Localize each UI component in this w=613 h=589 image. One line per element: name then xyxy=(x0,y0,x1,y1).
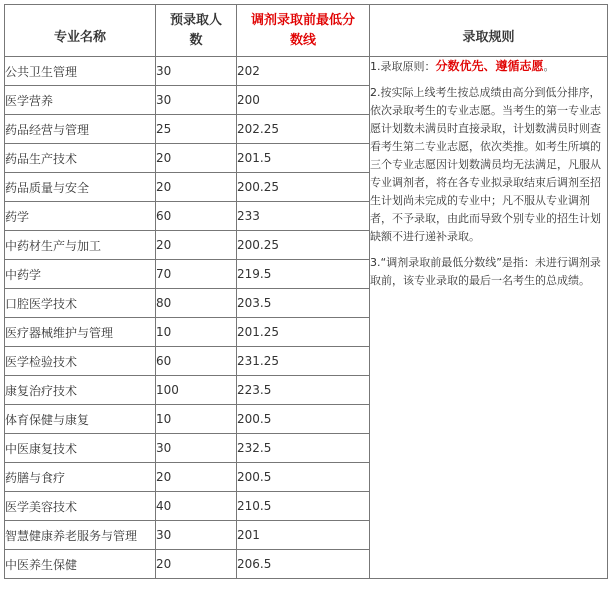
min-score: 200 xyxy=(237,86,370,115)
plan-count: 20 xyxy=(156,231,237,260)
major-name: 药膳与食疗 xyxy=(5,463,156,492)
plan-count: 20 xyxy=(156,550,237,579)
major-name: 医学美容技术 xyxy=(5,492,156,521)
major-name: 医学检验技术 xyxy=(5,347,156,376)
major-name: 药品经营与管理 xyxy=(5,115,156,144)
rule-1-suffix: 。 xyxy=(543,60,555,73)
plan-count: 100 xyxy=(156,376,237,405)
admission-table xyxy=(4,4,608,579)
min-score: 206.5 xyxy=(237,550,370,579)
min-score: 200.25 xyxy=(237,231,370,260)
plan-count: 30 xyxy=(156,434,237,463)
rules-cell xyxy=(370,57,608,579)
min-score: 219.5 xyxy=(237,260,370,289)
major-name: 智慧健康养老服务与管理 xyxy=(5,521,156,550)
major-name: 医学营养 xyxy=(5,86,156,115)
min-score: 232.5 xyxy=(237,434,370,463)
min-score: 210.5 xyxy=(237,492,370,521)
rule-1 xyxy=(370,57,607,76)
min-score: 233 xyxy=(237,202,370,231)
plan-count: 60 xyxy=(156,202,237,231)
min-score: 202 xyxy=(237,57,370,86)
rule-1-prefix: 1.录取原则： xyxy=(370,60,436,73)
major-name: 康复治疗技术 xyxy=(5,376,156,405)
plan-count: 80 xyxy=(156,289,237,318)
rule-2: 2.按实际上线考生按总成绩由高分到低分排序，依次录取考生的专业志愿。当考生的第一专业志愿计划数未满员时直接录取，计划数满员时则查看考生第二专业志愿，依次类推。如考生所填的三个专业志愿因计划数满员均无法满足，凡服从专业调剂者，将在各专业拟录取结束后调剂至招生计划尚未完成的专业中；凡不服从专业调剂者，不予录取，由此而导致个别专业的招生计划缺额不进行递补录取。 xyxy=(370,86,601,243)
plan-count: 20 xyxy=(156,463,237,492)
plan-count: 30 xyxy=(156,57,237,86)
major-name: 中药学 xyxy=(5,260,156,289)
major-name: 体育保健与康复 xyxy=(5,405,156,434)
min-score: 202.25 xyxy=(237,115,370,144)
min-score: 203.5 xyxy=(237,289,370,318)
plan-count: 60 xyxy=(156,347,237,376)
table-row xyxy=(5,57,608,86)
header-row xyxy=(5,5,608,57)
min-score: 201 xyxy=(237,521,370,550)
rule-1-highlight: 分数优先、遵循志愿 xyxy=(435,59,544,73)
min-score: 231.25 xyxy=(237,347,370,376)
plan-count: 20 xyxy=(156,144,237,173)
plan-count: 40 xyxy=(156,492,237,521)
min-score: 200.25 xyxy=(237,173,370,202)
plan-count: 30 xyxy=(156,521,237,550)
major-name: 中药材生产与加工 xyxy=(5,231,156,260)
table-body xyxy=(5,57,608,579)
header-rules: 录取规则 xyxy=(370,5,608,57)
plan-count: 70 xyxy=(156,260,237,289)
plan-count: 25 xyxy=(156,115,237,144)
min-score: 223.5 xyxy=(237,376,370,405)
major-name: 医疗器械维护与管理 xyxy=(5,318,156,347)
plan-count: 10 xyxy=(156,405,237,434)
rule-3: 3.“调剂录取前最低分数线”是指：未进行调剂录取前，该专业录取的最后一名考生的总成绩。 xyxy=(370,256,601,287)
major-name: 口腔医学技术 xyxy=(5,289,156,318)
header-major: 专业名称 xyxy=(5,5,156,57)
plan-count: 30 xyxy=(156,86,237,115)
header-min-score: 调剂录取前最低分数线 xyxy=(237,5,370,57)
min-score: 200.5 xyxy=(237,463,370,492)
major-name: 药品生产技术 xyxy=(5,144,156,173)
min-score: 200.5 xyxy=(237,405,370,434)
plan-count: 10 xyxy=(156,318,237,347)
major-name: 中医养生保健 xyxy=(5,550,156,579)
major-name: 药品质量与安全 xyxy=(5,173,156,202)
major-name: 公共卫生管理 xyxy=(5,57,156,86)
min-score: 201.25 xyxy=(237,318,370,347)
header-plan: 预录取人数 xyxy=(156,5,237,57)
plan-count: 20 xyxy=(156,173,237,202)
major-name: 中医康复技术 xyxy=(5,434,156,463)
min-score: 201.5 xyxy=(237,144,370,173)
major-name: 药学 xyxy=(5,202,156,231)
